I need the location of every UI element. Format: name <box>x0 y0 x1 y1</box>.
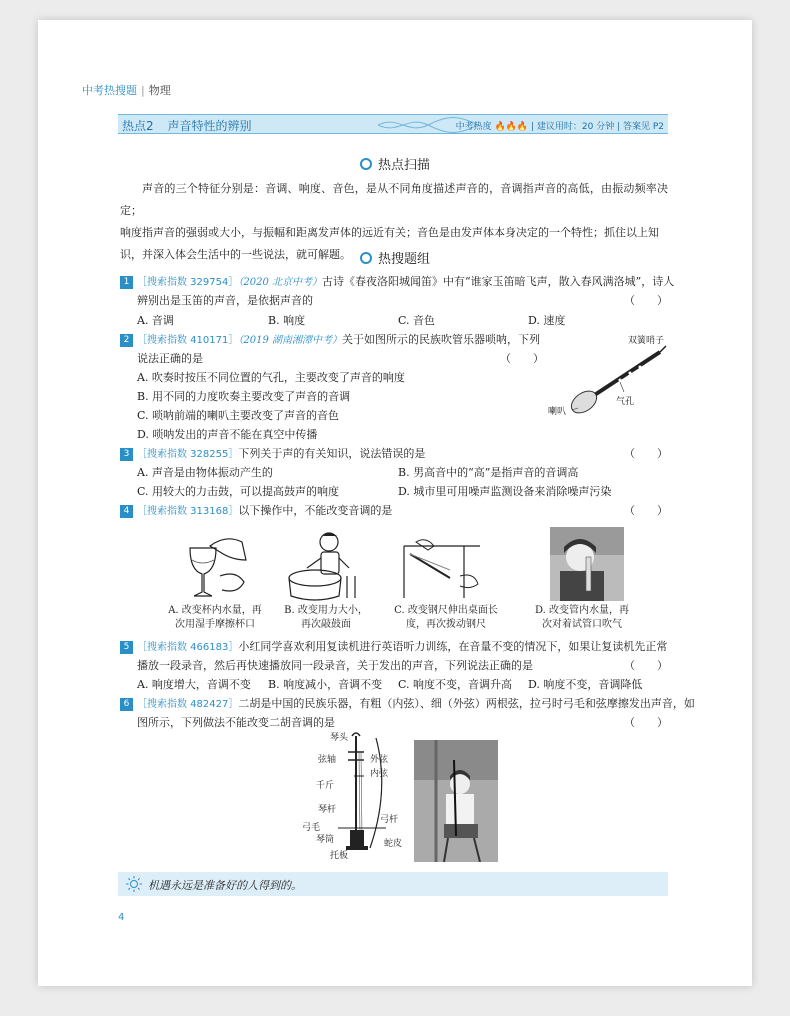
suggested-time: 建议用时：20 分钟 <box>536 122 615 132</box>
question-1-line2: 辨别出是玉笛的声音，是依据声音的 <box>137 294 313 307</box>
search-index-tag: ［搜索指数 328255］ <box>137 449 239 460</box>
label-bowhair: 弓毛 <box>302 823 321 833</box>
wine-glass-illustration <box>180 530 250 602</box>
search-index-tag: ［搜索指数 329754］ <box>137 277 239 288</box>
question-number: 6 <box>120 698 133 711</box>
page-number: 4 <box>118 912 125 923</box>
test-tube-girl-photo <box>550 527 624 601</box>
hot-label: 热点2 <box>122 119 154 133</box>
answer-blank[interactable]: （ ） <box>624 659 668 672</box>
caption-b[interactable] <box>278 604 374 632</box>
option-a[interactable]: A. 音调 <box>137 314 174 327</box>
search-index-tag: ［搜索指数 466183］ <box>137 642 239 653</box>
caption-a[interactable] <box>160 604 270 632</box>
caption-a-line2: 次用湿手摩擦杯口 <box>175 619 255 630</box>
group-heading <box>0 248 790 267</box>
question-6-line2: 图所示，下列做法不能改变二胡音调的是 <box>137 716 335 729</box>
caption-b-line2: 再次敲鼓面 <box>301 619 351 630</box>
answer-blank[interactable]: （ ） <box>624 294 668 307</box>
option-c[interactable]: C. 音色 <box>398 314 436 327</box>
brand-header: 中考热搜题 | 物理 <box>82 84 171 97</box>
flame-icon: 🔥🔥🔥 <box>494 122 529 132</box>
erhu-girl-photo <box>414 740 498 862</box>
topic-meta: 中考热度 🔥🔥🔥 | 建议用时：20 分钟 | 答案见 P2 <box>455 122 664 132</box>
search-index-tag: ［搜索指数 482427］ <box>137 699 239 710</box>
option-d[interactable]: D. 响度不变，音调降低 <box>528 678 643 691</box>
caption-c[interactable] <box>386 604 506 632</box>
option-b[interactable]: B. 响度减小，音调不变 <box>268 678 383 691</box>
question-number: 5 <box>120 641 133 654</box>
caption-a-line1: A. 改变杯内水量，再 <box>168 605 262 616</box>
label-head: 琴头 <box>330 733 349 743</box>
topic-title: 声音特性的辨别 <box>167 119 252 133</box>
option-d[interactable]: D. 速度 <box>528 314 566 327</box>
magnifier-icon <box>360 158 372 170</box>
search-index-tag: ［搜索指数 313168］ <box>137 506 239 517</box>
question-6 <box>120 695 695 714</box>
caption-c-line2: 度，再次拨动钢尺 <box>406 619 486 630</box>
caption-d[interactable] <box>522 604 642 632</box>
option-c[interactable]: C. 用较大的力击鼓，可以提高鼓声的响度 <box>137 485 340 498</box>
question-number: 2 <box>120 334 133 347</box>
label-qianjin: 千斤 <box>316 781 335 791</box>
caption-c-line1: C. 改变钢尺伸出桌面长 <box>394 605 498 616</box>
answer-blank[interactable]: （ ） <box>500 352 544 365</box>
question-text: 古诗《春夜洛阳城闻笛》中有“谁家玉笛暗飞声，散入春风满洛城”，诗人 <box>322 275 675 288</box>
option-d[interactable]: D. 唢呐发出的声音不能在真空中传播 <box>137 428 318 441</box>
option-a[interactable]: A. 响度增大，音调不变 <box>137 678 251 691</box>
scan-heading-text: 热点扫描 <box>377 158 430 173</box>
option-b[interactable]: B. 用不同的力度吹奏主要改变了声音的音调 <box>137 390 351 403</box>
label-reed: 双簧哨子 <box>628 336 665 346</box>
question-1 <box>120 273 674 292</box>
option-a[interactable]: A. 吹奏时按压不同位置的气孔，主要改变了声音的响度 <box>137 371 405 384</box>
question-text: 下列关于声的有关知识，说法错误的是 <box>238 447 426 460</box>
question-text: 二胡是中国的民族乐器，有粗（内弦）、细（外弦）两根弦，拉弓时弓毛和弦摩擦发出声音，如 <box>238 697 695 710</box>
question-text: 小红同学喜欢利用复读机进行英语听力训练，在音量不变的情况下，如果让复读机先正常 <box>238 640 668 653</box>
brand-name: 中考热搜题 <box>82 84 137 97</box>
option-d[interactable]: D. 城市里可用噪声监测设备来消除噪声污染 <box>398 485 612 498</box>
scan-line-1: 声音的三个特征分别是：音调、响度、音色，是从不同角度描述声音的，音调指声音的高低，由振动频率决定； <box>120 182 668 217</box>
question-text: 以下操作中，不能改变音调的是 <box>238 504 393 517</box>
search-index-tag: ［搜索指数 410171］ <box>137 335 239 346</box>
label-skin: 蛇皮 <box>384 839 403 849</box>
scan-line-3: 识，并深入体会生活中的一些说法，就可解题。 <box>120 248 351 261</box>
scan-heading <box>0 154 790 173</box>
answer-ref: 答案见 P2 <box>622 122 664 132</box>
label-pole: 琴杆 <box>318 805 337 815</box>
label-peg: 弦轴 <box>318 755 337 765</box>
label-horn: 喇叭 <box>548 407 567 417</box>
heat-label: 中考热度 <box>455 122 492 132</box>
option-c[interactable]: C. 响度不变，音调升高 <box>398 678 513 691</box>
question-text: 关于如图所示的民族吹管乐器唢呐，下列 <box>342 333 540 346</box>
magnifier-icon <box>360 252 372 264</box>
sun-icon <box>126 876 142 892</box>
scan-line-2: 响度指声音的强弱或大小，与振幅和距离发声体的远近有关；音色是由发声体本身决定的一个特性；抓住以上知 <box>120 226 659 239</box>
question-4 <box>120 502 392 521</box>
question-5 <box>120 638 667 657</box>
label-body: 琴筒 <box>316 835 335 845</box>
label-outer: 外弦 <box>370 755 389 765</box>
answer-blank[interactable]: （ ） <box>624 504 668 517</box>
caption-d-line1: D. 改变管内水量，再 <box>534 605 630 616</box>
subject-name: 物理 <box>148 84 171 97</box>
caption-d-line2: 次对着试管口吹气 <box>542 619 622 630</box>
label-hole: 气孔 <box>616 397 635 407</box>
hot-topic-bar <box>118 114 668 134</box>
question-2-line2: 说法正确的是 <box>137 352 203 365</box>
question-5-line2: 播放一段录音，然后再快速播放同一段录音，关于发出的声音，下列说法正确的是 <box>137 659 533 672</box>
suona-illustration <box>560 340 670 420</box>
motto-bar <box>118 872 668 896</box>
ruler-table-illustration <box>400 532 484 602</box>
question-number: 3 <box>120 448 133 461</box>
motto-text: 机遇永远是准备好的人得到的。 <box>148 879 302 892</box>
option-b[interactable]: B. 男高音中的“高”是指声音的音调高 <box>398 466 579 479</box>
source-tag: （2020 北京中考） <box>238 277 322 288</box>
question-2 <box>120 331 540 350</box>
option-a[interactable]: A. 声音是由物体振动产生的 <box>137 466 273 479</box>
question-3 <box>120 445 425 464</box>
answer-blank[interactable]: （ ） <box>624 716 668 729</box>
group-heading-text: 热搜题组 <box>377 252 430 267</box>
answer-blank[interactable]: （ ） <box>624 447 668 460</box>
label-bowrod: 弓杆 <box>380 815 399 825</box>
caption-b-line1: B. 改变用力大小， <box>284 605 368 616</box>
drum-boy-illustration <box>285 528 365 602</box>
question-number: 4 <box>120 505 133 518</box>
label-base: 托板 <box>330 851 349 861</box>
option-b[interactable]: B. 响度 <box>268 314 306 327</box>
label-inner: 内弦 <box>370 769 389 779</box>
question-number: 1 <box>120 276 133 289</box>
option-c[interactable]: C. 唢呐前端的喇叭主要改变了声音的音色 <box>137 409 340 422</box>
source-tag: （2019 湖南湘潭中考） <box>238 335 342 346</box>
